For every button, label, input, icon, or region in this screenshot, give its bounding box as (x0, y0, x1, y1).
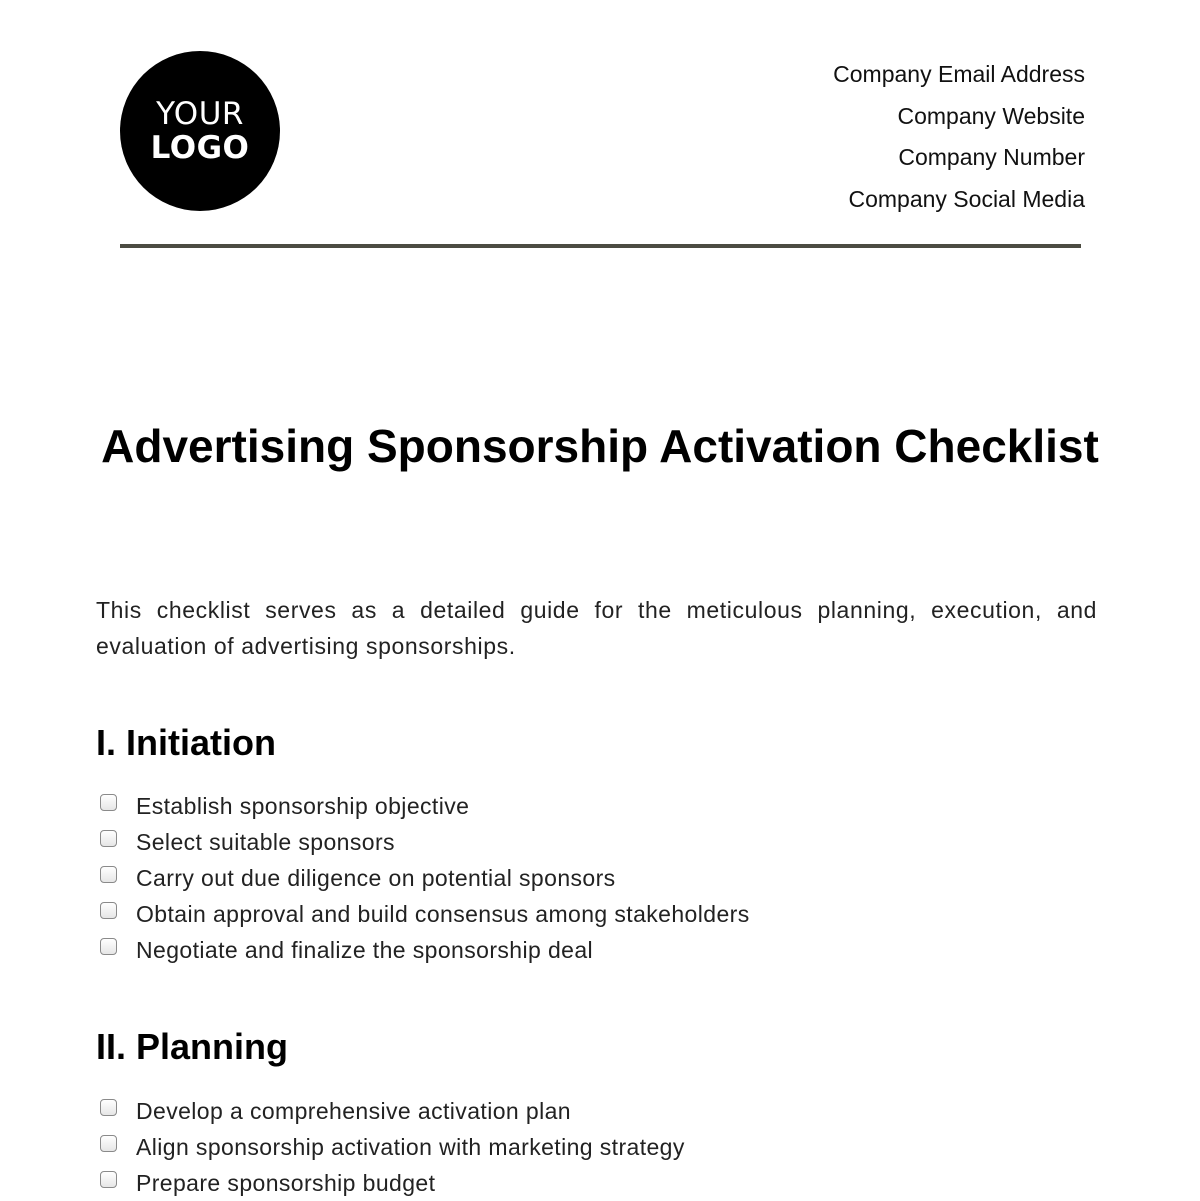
company-social-media: Company Social Media (848, 185, 1085, 212)
checklist-item-label: Align sponsorship activation with marketing strategy (136, 1133, 685, 1160)
section-heading-planning: II. Planning (96, 1026, 289, 1067)
checkbox[interactable] (100, 938, 117, 955)
logo-text-line2: LOGO (150, 129, 250, 166)
checklist-item[interactable] (100, 932, 750, 968)
checkbox[interactable] (100, 902, 117, 919)
checklist-initiation (100, 788, 750, 968)
company-number: Company Number (898, 144, 1085, 170)
checklist-item-label: Establish sponsorship objective (136, 792, 470, 819)
checklist-item-label: Develop a comprehensive activation plan (136, 1097, 571, 1124)
checklist-item-label: Prepare sponsorship budget (136, 1169, 436, 1196)
checklist-item[interactable] (100, 1165, 685, 1201)
checklist-item[interactable] (100, 824, 750, 860)
checklist-item-label: Obtain approval and build consensus among stakeholders (136, 900, 750, 927)
company-logo (120, 51, 280, 211)
document-title: Advertising Sponsorship Activation Checklist (101, 420, 1099, 472)
checklist-item[interactable] (100, 896, 750, 932)
checklist-planning (100, 1093, 685, 1201)
checklist-item[interactable] (100, 1129, 685, 1165)
company-website: Company Website (897, 102, 1085, 129)
checkbox[interactable] (100, 794, 117, 811)
checkbox[interactable] (100, 830, 117, 847)
checkbox[interactable] (100, 1135, 117, 1152)
company-email: Company Email Address (833, 61, 1085, 87)
company-contact-block (833, 54, 1085, 220)
checklist-item-label: Select suitable sponsors (136, 828, 395, 855)
checklist-item-label: Negotiate and finalize the sponsorship deal (136, 936, 594, 963)
intro-paragraph: This checklist serves as a detailed guide for the meticulous planning, execution, and evaluation of advertising sponsorships. (96, 597, 1097, 659)
checkbox[interactable] (100, 1099, 117, 1116)
checklist-item[interactable] (100, 860, 750, 896)
checklist-item[interactable] (100, 788, 750, 824)
header-divider (120, 244, 1081, 248)
checkbox[interactable] (100, 1171, 117, 1188)
checklist-item-label: Carry out due diligence on potential sponsors (136, 864, 616, 891)
checkbox[interactable] (100, 866, 117, 883)
checklist-item[interactable] (100, 1093, 685, 1129)
logo-text-line1: YOUR (156, 95, 244, 132)
section-heading-initiation: I. Initiation (96, 722, 276, 763)
